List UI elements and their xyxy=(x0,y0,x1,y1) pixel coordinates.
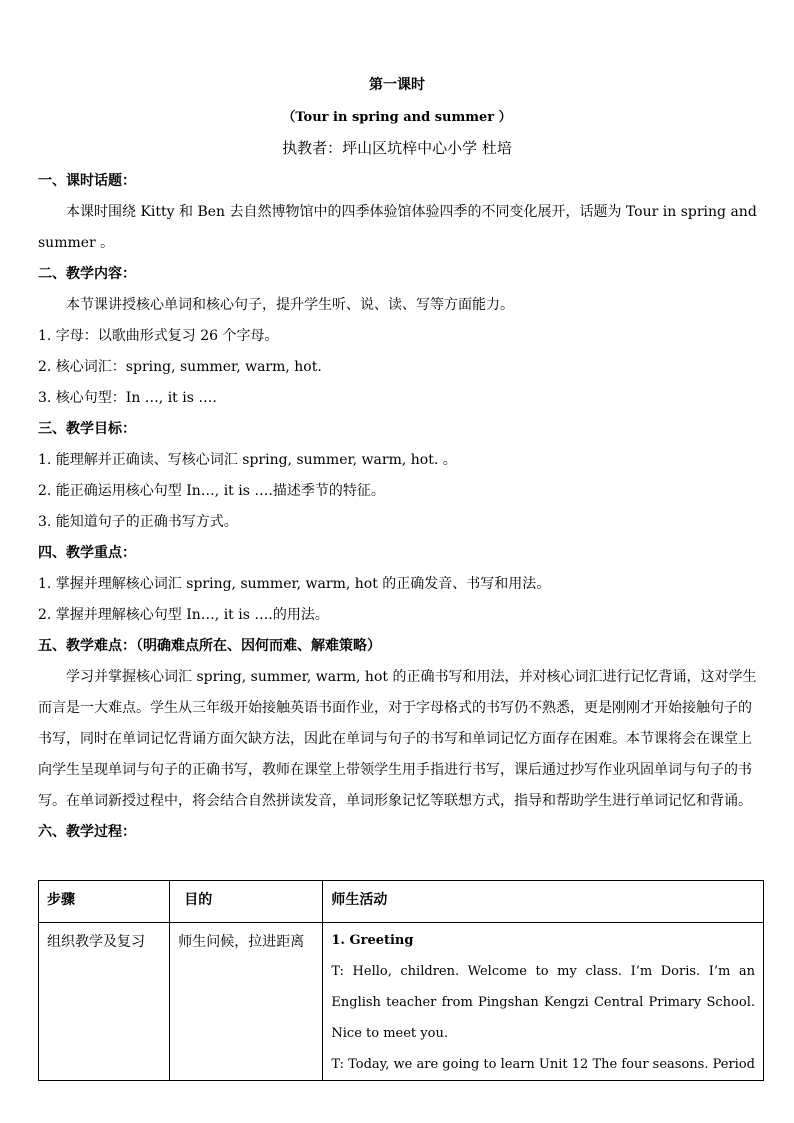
section-heading-process: 六、教学过程： xyxy=(38,824,136,840)
goal-item-2: 2. 能正确运用核心句型 In…, it is ….描述季节的特征。 xyxy=(38,483,385,499)
goal-item-1: 1. 能理解并正确读、写核心词汇 spring, summer, warm, hot. 。 xyxy=(38,452,457,468)
section-text-difficulties: 学习并掌握核心词汇 spring, summer, warm, hot 的正确书写和用法，并对核心词汇进行记忆背诵，这对学生而言是一大难点。学生从三年级开始接触英语书面作业，对于字母格式的书写仍不熟悉，更是刚刚才开始接触句子的书写，同时在单词记忆背诵方面欠缺方法，因此在单词与句子的书写和单词记忆方面存在困难。本节课将会在课堂上向学生呈现单词与句子的正确书写，教师在课堂上带领学生用手指进行书写，课后通过抄写作业巩固单词与句子的书写。在单词新授过程中，将会结合自然拼读发音，单词形象记忆等联想方式，指导和帮助学生进行单词记忆和背诵。 xyxy=(38,669,757,809)
section-heading-key-points: 四、教学重点： xyxy=(38,545,136,561)
goal-item-3: 3. 能知道句子的正确书写方式。 xyxy=(38,514,238,530)
activity-line-1: T: Hello, children. Welcome to my class. I’m Doris. I’m an English teacher from Pingshan Kengzi Central Primary School. Nice to meet you. xyxy=(331,964,755,1041)
content-item-1: 1. 字母：以歌曲形式复习 26 个字母。 xyxy=(38,328,279,344)
section-heading-content: 二、教学内容： xyxy=(38,266,136,282)
table-cell-purpose: 师生问候，拉进距离 xyxy=(170,923,323,1081)
document-body xyxy=(38,168,764,850)
content-item-3: 3. 核心句型：In …, it is …. xyxy=(38,390,217,406)
table-row xyxy=(39,923,764,1081)
process-table xyxy=(38,880,764,1081)
table-header-purpose: 目的 xyxy=(170,881,323,923)
content-item-2: 2. 核心词汇：spring, summer, warm, hot. xyxy=(38,359,322,375)
section-heading-goals: 三、教学目标： xyxy=(38,421,136,437)
lesson-subtitle: （Tour in spring and summer ） xyxy=(282,110,512,125)
key-point-item-1: 1. 掌握并理解核心词汇 spring, summer, warm, hot 的正确发音、书写和用法。 xyxy=(38,576,551,592)
table-header-step: 步骤 xyxy=(39,881,170,923)
table-header-activity: 师生活动 xyxy=(323,881,764,923)
table-header-row xyxy=(39,881,764,923)
activity-title: 1. Greeting xyxy=(331,933,414,948)
teacher-line: 执教者：坪山区坑梓中心小学 杜培 xyxy=(282,139,512,157)
section-heading-difficulties: 五、教学难点：（明确难点所在、因何而难、解难策略） xyxy=(38,638,381,654)
section-text-topic: 本课时围绕 Kitty 和 Ben 去自然博物馆中的四季体验馆体验四季的不同变化展开，话题为 Tour in spring and summer 。 xyxy=(38,204,757,251)
lesson-title: 第一课时 xyxy=(369,77,425,93)
table-cell-step: 组织教学及复习 xyxy=(39,923,170,1081)
activity-line-2: T: Today, we are going to learn Unit 12 The four seasons. Period xyxy=(331,1057,755,1072)
table-cell-activity xyxy=(323,923,764,1081)
key-point-item-2: 2. 掌握并理解核心句型 In…, it is ….的用法。 xyxy=(38,607,329,623)
section-heading-topic: 一、课时话题： xyxy=(38,173,136,189)
section-text-content-intro: 本节课讲授核心单词和核心句子，提升学生听、说、读、写等方面能力。 xyxy=(66,297,514,313)
